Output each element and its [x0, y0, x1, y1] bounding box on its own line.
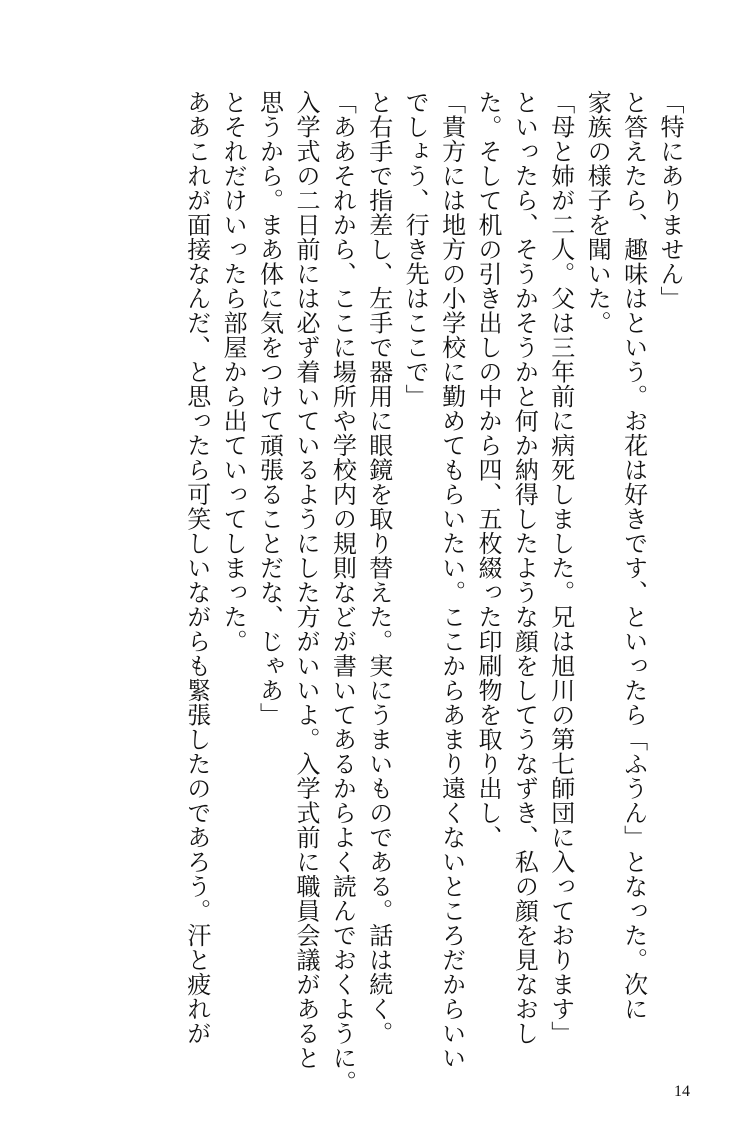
- text-line-7: 「貴方には地方の小学校に勤めてもらいたい。ここからあまり遠くないところだからいい: [437, 90, 466, 1070]
- text-line-12: 思うから。まあ体に気をつけて頑張ることだな、じゃあ」: [255, 90, 284, 727]
- text-line-11: 入学式の二日前には必ず着いているようにした方がいいよ。入学式前に職員会議があると: [291, 90, 320, 1070]
- text-line-4: 「母と姉が二人。父は三年前に病死しました。兄は旭川の第七師団に入っております」: [546, 90, 575, 1046]
- text-line-3: 家族の様子を聞いた。: [583, 90, 612, 335]
- text-line-6: た。そして机の引き出しの中から四、五枚綴った印刷物を取り出し、: [473, 90, 502, 850]
- text-line-13: とそれだけいったら部屋から出ていってしまった。: [219, 90, 248, 654]
- page-number: 14: [674, 1083, 690, 1100]
- text-line-1: 「特にありません」: [656, 90, 684, 311]
- text-line-10: 「ああそれから、ここに場所や学校内の規則などが書いてあるからよく読んでおくように。: [328, 90, 357, 1095]
- text-line-5: といったら、そうかそうかと何か納得したような顔をしてうなずき、私の顔を見なおし: [510, 90, 539, 1046]
- text-line-2: と答えたら、趣味はという。お花は好きです、といったら「ふうん」となった。次に: [619, 90, 648, 1021]
- text-line-14: ああこれが面接なんだ、と思ったら可笑しいながらも緊張したのであろう。汗と疲れが: [182, 90, 211, 1046]
- text-line-9: と右手で指差し、左手で器用に眼鏡を取り替えた。実にうまいものである。話は続く。: [364, 90, 393, 1046]
- text-line-8: でしょう、行き先はここで」: [401, 90, 430, 409]
